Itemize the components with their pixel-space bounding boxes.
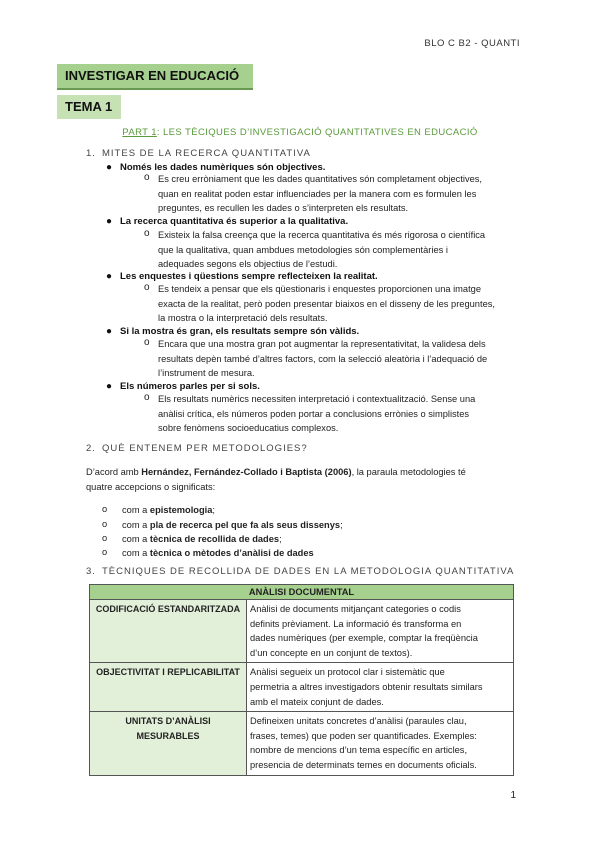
text-line: anàlisi crítica, els números poden portar a conclusions errònies o simplistes — [158, 408, 470, 419]
tema-box — [57, 95, 121, 119]
bullet-icon: ● — [106, 326, 113, 337]
section-heading-2 — [86, 443, 308, 454]
circle-bullet-icon: o — [102, 533, 108, 543]
section-title: QUÈ ENTENEM PER METODOLOGIES? — [102, 443, 308, 454]
methodology-intro — [86, 465, 514, 495]
text-line: la mostra o la interpretació dels resultats. — [158, 313, 328, 324]
bullet-icon: ● — [106, 216, 113, 227]
text-line: Es creu erròniament que les dades quantitatives són completament objectives, — [158, 174, 483, 184]
row-description — [247, 712, 514, 775]
text-line: exacta de la realitat, però poden presentar biaixos en el disseny de les preguntes, — [158, 298, 495, 309]
intro-pre: D’acord amb — [86, 467, 142, 477]
meaning-post: ; — [340, 520, 343, 530]
meaning-item — [102, 519, 343, 530]
text-line: Defineixen unitats concretes d’anàlisi (paraules clau, — [250, 716, 467, 727]
text-line: sobre fenòmens socioeducatius complexos. — [158, 423, 339, 434]
circle-bullet-icon: o — [144, 228, 150, 239]
meaning-bold: epistemologia — [149, 505, 213, 515]
part-prefix: PART 1 — [122, 127, 157, 138]
text-line: quan en realitat poden estar influenciades per la manera com es formulen les — [158, 188, 477, 199]
meaning-item — [102, 504, 216, 515]
meaning-post: ; — [279, 534, 282, 544]
meaning-pre: com a — [122, 520, 150, 530]
myth-title — [106, 271, 378, 282]
row-description — [247, 663, 514, 712]
text-line: Es tendeix a pensar que els qüestionaris i enquestes proporcionen una imatge — [158, 284, 482, 294]
analysis-table — [89, 584, 514, 776]
page-number: 1 — [510, 790, 516, 801]
bullet-icon: ● — [106, 162, 113, 173]
meaning-bold: pla de recerca pel que fa als seus dissenys — [149, 520, 341, 530]
myth-explanation — [144, 337, 514, 381]
meaning-bold: tècnica de recollida de dades — [149, 534, 280, 544]
row-label: OBJECTIVITAT I REPLICABILITAT — [90, 663, 247, 712]
meaning-post: ; — [212, 505, 216, 515]
text-line: resultats depèn també d’altres factors, com la selecció aleatòria i l’adequació de — [158, 353, 488, 364]
text-line: adequades segons els objectius de l’estudi. — [158, 259, 338, 270]
circle-bullet-icon: o — [144, 282, 150, 293]
text-line: frases, temes) que poden ser quantificades. Exemples: — [250, 730, 477, 741]
meaning-pre: com a — [122, 534, 150, 544]
document-title-box — [57, 64, 253, 90]
myth-explanation — [144, 392, 514, 436]
tema-label: TEMA 1 — [65, 99, 113, 114]
circle-bullet-icon: o — [144, 392, 150, 403]
meaning-item — [102, 533, 282, 544]
text-line: definits prèviament. La informació és transforma en — [250, 618, 462, 629]
table-row — [90, 663, 514, 712]
myth-title-text: Si la mostra és gran, els resultats sempre són vàlids. — [120, 326, 360, 337]
text-line: nombre de mencions d’un tema específic en articles, — [250, 745, 468, 756]
intro-line-1 — [86, 465, 514, 480]
meaning-pre: com a — [122, 548, 150, 558]
table-row — [90, 712, 514, 775]
text-line: Anàlisi de documents mitjançant categories o codis — [250, 604, 461, 614]
myth-title — [106, 216, 349, 227]
text-line: dades numèriques (per exemple, comptar la freqüència — [250, 633, 478, 644]
section-heading-3 — [86, 566, 514, 577]
intro-line-2: quatre accepcions o significats: — [86, 482, 216, 492]
text-line: l’instrument de mesura. — [158, 368, 255, 379]
text-line: presencia de determinats temes en documents oficials. — [250, 759, 477, 770]
meaning-pre: com a — [122, 505, 150, 515]
myth-title-text: Les enquestes i qüestions sempre reflecteixen la realitat. — [120, 271, 378, 282]
circle-bullet-icon: o — [144, 172, 150, 183]
text-line: amb el mateix conjunt de dades. — [250, 696, 384, 707]
intro-post: , la paraula metodologies té — [351, 467, 466, 477]
myth-title-text: La recerca quantitativa és superior a la qualitativa. — [120, 216, 349, 227]
myth-title — [106, 326, 360, 337]
table-header: ANÀLISI DOCUMENTAL — [90, 585, 514, 600]
section-number: 1. — [86, 148, 96, 159]
table-header-row — [90, 585, 514, 600]
intro-authors: Hernández, Fernández-Collado i Baptista (2006) — [141, 467, 352, 477]
bullet-icon: ● — [106, 381, 113, 392]
meaning-bold: tècnica o mètodes d’anàlisi de dades — [149, 548, 314, 558]
part-title — [0, 127, 600, 138]
part-rest: : LES TÈCIQUES D’INVESTIGACIÓ QUANTITATIVES EN EDUCACIÓ — [156, 127, 478, 138]
text-line: preguntes, es recullen les dades o s’interpreten els resultats. — [158, 203, 409, 214]
myth-explanation — [144, 172, 514, 216]
text-line: Existeix la falsa creença que la recerca quantitativa és més rigorosa o científica — [158, 230, 486, 240]
myth-title-text: Els números parles per si sols. — [120, 381, 260, 392]
myth-title — [106, 381, 260, 392]
myth-title-text: Només les dades numèriques són objectives. — [120, 162, 326, 173]
text-line: Els resultats numèrics necessiten interpretació i contextualització. Sense una — [158, 394, 476, 404]
circle-bullet-icon: o — [102, 504, 108, 514]
header-course-label: BLO C B2 - QUANTI — [424, 38, 520, 49]
text-line: Anàlisi segueix un protocol clar i sistemàtic que — [250, 667, 445, 678]
myth-explanation — [144, 228, 514, 272]
table-row — [90, 600, 514, 663]
row-label: CODIFICACIÓ ESTANDARITZADA — [90, 600, 247, 663]
section-title: MITES DE LA RECERCA QUANTITATIVA — [102, 148, 311, 159]
circle-bullet-icon: o — [102, 519, 108, 529]
text-line: permetria a altres investigadors obtenir resultats similars — [250, 681, 483, 692]
row-label: UNITATS D’ANÀLISI MESURABLES — [90, 712, 247, 775]
circle-bullet-icon: o — [102, 547, 108, 557]
section-number: 3. — [86, 566, 96, 577]
circle-bullet-icon: o — [144, 337, 150, 348]
myth-explanation — [144, 282, 514, 326]
section-number: 2. — [86, 443, 96, 454]
section-heading-1 — [86, 148, 311, 159]
text-line: d’un concepte en un conjunt de textos). — [250, 647, 413, 658]
section-title: TÈCNIQUES DE RECOLLIDA DE DADES EN LA METODOLOGIA QUANTITATIVA — [102, 566, 515, 577]
text-line: Encara que una mostra gran pot augmentar la representativitat, la validesa dels — [158, 339, 486, 349]
document-title: INVESTIGAR EN EDUCACIÓ — [65, 68, 240, 83]
row-description — [247, 600, 514, 663]
meaning-item — [102, 547, 314, 558]
text-line: que la qualitativa, quan ambdues metodologies són complementàries i — [158, 244, 448, 255]
bullet-icon: ● — [106, 271, 113, 282]
